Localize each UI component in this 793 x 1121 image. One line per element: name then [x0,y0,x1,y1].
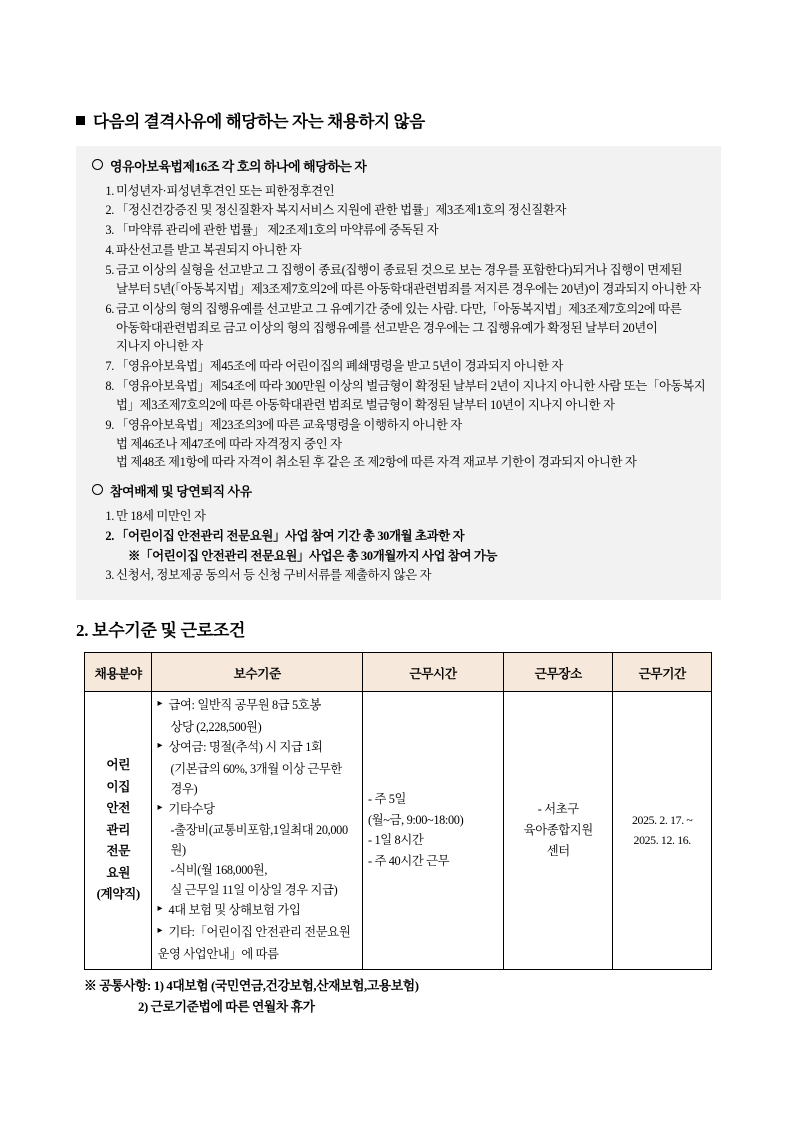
item-number: 7. [105,359,114,374]
disqualification-list-1 [90,182,707,473]
list-item [90,300,707,357]
cell-work-hours [363,692,504,970]
col-header-period: 근무기간 [613,653,712,692]
group-title-2 [92,483,707,503]
hours-line: (월~금, 9:00~18:00) [368,812,464,827]
pay-conditions-table [84,652,712,970]
field-line: 안전 [106,801,131,816]
list-item [90,416,707,473]
item-line: 지나지 아니한 자 [116,339,203,354]
disqualification-heading [76,108,425,132]
pay-bullet: ▸ 기타:「어린이집 안전관리 전문요원 [157,923,357,943]
item-line: 아동학대관련범죄로 금고 이상의 형의 집행유예를 선고받은 경우에는 그 집행유예가 확정된 날부터 20년이 [116,320,658,335]
table-body [85,692,712,970]
cell-field [85,692,152,970]
col-header-pay: 보수기준 [152,653,363,692]
footnote-line-1: ※ 공통사항: 1) 4대보험 (국민연금,건강보험,산재보험,고용보험) [84,979,419,993]
item-number: 4. [105,243,114,258]
item-number: 3. [105,223,114,238]
list-item [90,182,707,201]
group-title-2-text: 참여배제 및 당연퇴직 사유 [110,485,252,500]
list-item [90,201,707,220]
field-line: 전문 [106,844,131,859]
cell-work-period [613,692,712,970]
field-line: 요원 [106,865,131,880]
pay-bullet: ▸ 기타수당 [157,800,357,820]
item-line: 만 18세 미만인 자 [116,508,206,523]
item-number: 9. [105,417,114,432]
list-item [90,221,707,240]
item-number: 3. [105,568,114,583]
item-number: 2. [105,203,114,218]
table-header-row [85,653,712,692]
item-line: 법 제48조 제1항에 따라 자격이 취소된 후 같은 조 제2항에 따른 자격 재교부 기한이 경과되지 아니한 자 [116,455,637,470]
item-line: 법」제3조제7호의2에 따른 아동학대관련 범죄로 벌금형이 확정된 날부터 10년이 지나지 아니한 자 [116,397,615,412]
field-line: 이집 [106,779,131,794]
table-row [85,692,712,970]
item-number: 5. [105,262,114,277]
pay-subline: 경우) [170,781,198,796]
period-line: 2025. 2. 17. ~ [631,813,693,828]
pay-subline: 실 근무일 11일 이상일 경우 지급) [170,883,338,898]
item-line: 미성년자·피성년후견인 또는 피한정후견인 [116,183,335,198]
list-item [90,527,707,566]
disqualification-box [76,146,721,600]
list-item [90,507,707,526]
item-number: 8. [105,379,114,394]
pay-subline: -출장비(교통비포함,1일최대 20,000원) [170,823,348,858]
hours-line: - 1일 8시간 [368,833,424,848]
circle-bullet-icon [92,159,103,170]
item-line: 「어린이집 안전관리 전문요원」사업 참여 기간 총 30개월 초과한 자 [116,528,465,543]
table-head [85,653,712,692]
field-line: 관리 [106,822,131,837]
item-line: 법 제46조나 제47조에 따라 자격정지 중인 자 [116,436,342,451]
section2-heading: 2. 보수기준 및 근로조건 [76,621,246,640]
place-line: - 서초구 [537,802,579,817]
hours-line: - 주 5일 [368,791,407,806]
col-header-hours: 근무시간 [363,653,504,692]
item-number: 1. [105,183,114,198]
item-number: 1. [105,508,114,523]
footnote-line-2: 2) 근로기준법에 따른 연월차 휴가 [138,1000,315,1015]
item-line: 신청서, 정보제공 동의서 등 신청 구비서류를 제출하지 않은 자 [116,568,432,583]
item-line: 금고 이상의 형의 집행유예를 선고받고 그 유예기간 중에 있는 사람. 다만,「아동복지법」제3조제7호의2에 따른 [116,301,682,316]
item-line: 금고 이상의 실형을 선고받고 그 집행이 종료(집행이 종료된 것으로 보는 경우를 포함한다)되거나 집행이 면제된 [116,262,683,277]
disqualification-list-2 [90,507,707,585]
period-line: 2025. 12. 16. [633,833,691,848]
pay-subline: 상당 (2,228,500원) [170,719,262,734]
group-spacer [90,473,707,483]
list-item [90,261,707,299]
place-line: 센터 [546,843,570,858]
item-number: 6. [105,301,114,316]
pay-bullet: ▸ 급여: 일반직 공무원 8급 5호봉 [157,696,357,716]
group-title-1-text: 영유아보육법제16조 각 호의 하나에 해당하는 자 [110,160,367,174]
hours-line: - 주 40시간 근무 [368,854,450,869]
pay-bullet: ▸ 상여금: 명절(추석) 시 지급 1회 [157,738,357,758]
field-line: 어린 [106,758,131,773]
item-number: 2. [105,528,114,543]
pay-subline: 운영 사업안내」에 따름 [157,946,279,961]
item-line: 「영유아보육법」제45조에 따라 어린이집의 폐쇄명령을 받고 5년이 경과되지 아니한 자 [116,359,564,374]
footnotes [84,976,419,1018]
field-line: (계약직) [96,886,140,901]
item-line: 날부터 5년(「아동복지법」제3조제7호의2에 따른 아동학대관련범죄를 저지른 경우에는 20년)이 경과되지 아니한 자 [116,281,701,296]
group-title-1 [92,158,707,178]
item-line: 파산선고를 받고 복권되지 아니한 자 [116,243,302,258]
list-item [90,357,707,376]
list-item [90,241,707,260]
list-item [90,566,707,585]
col-header-place: 근무장소 [504,653,613,692]
item-note: ※「어린이집 안전관리 전문요원」사업은 총 30개월까지 사업 참여 가능 [128,548,498,563]
pay-subline: -식비(월 168,000원, [170,863,268,878]
place-line: 육아종합지원 [523,822,593,837]
list-item [90,377,707,415]
col-header-field: 채용분야 [85,653,152,692]
item-line: 「정신건강증진 및 정신질환자 복지서비스 지원에 관한 법률」제3조제1호의 정신질환자 [116,203,567,218]
pay-bullet: ▸ 4대 보험 및 상해보험 가입 [157,901,357,921]
cell-work-place [504,692,613,970]
black-square-bullet-icon [76,116,85,125]
circle-bullet-icon [92,484,103,495]
pay-subline: (기본급의 60%, 3개월 이상 근무한 [170,761,342,776]
item-line: 「영유아보육법」제23조의3에 따른 교육명령을 이행하지 아니한 자 [116,417,462,432]
cell-pay-detail [152,692,363,970]
item-line: 「영유아보육법」제54조에 따라 300만원 이상의 벌금형이 확정된 날부터 2년이 지나지 아니한 사람 또는「아동복지 [116,379,706,394]
item-line: 「마약류 관리에 관한 법률」 제2조제1호의 마약류에 중독된 자 [116,223,439,238]
disqualification-heading-text: 다음의 결격사유에 해당하는 자는 채용하지 않음 [93,112,425,131]
